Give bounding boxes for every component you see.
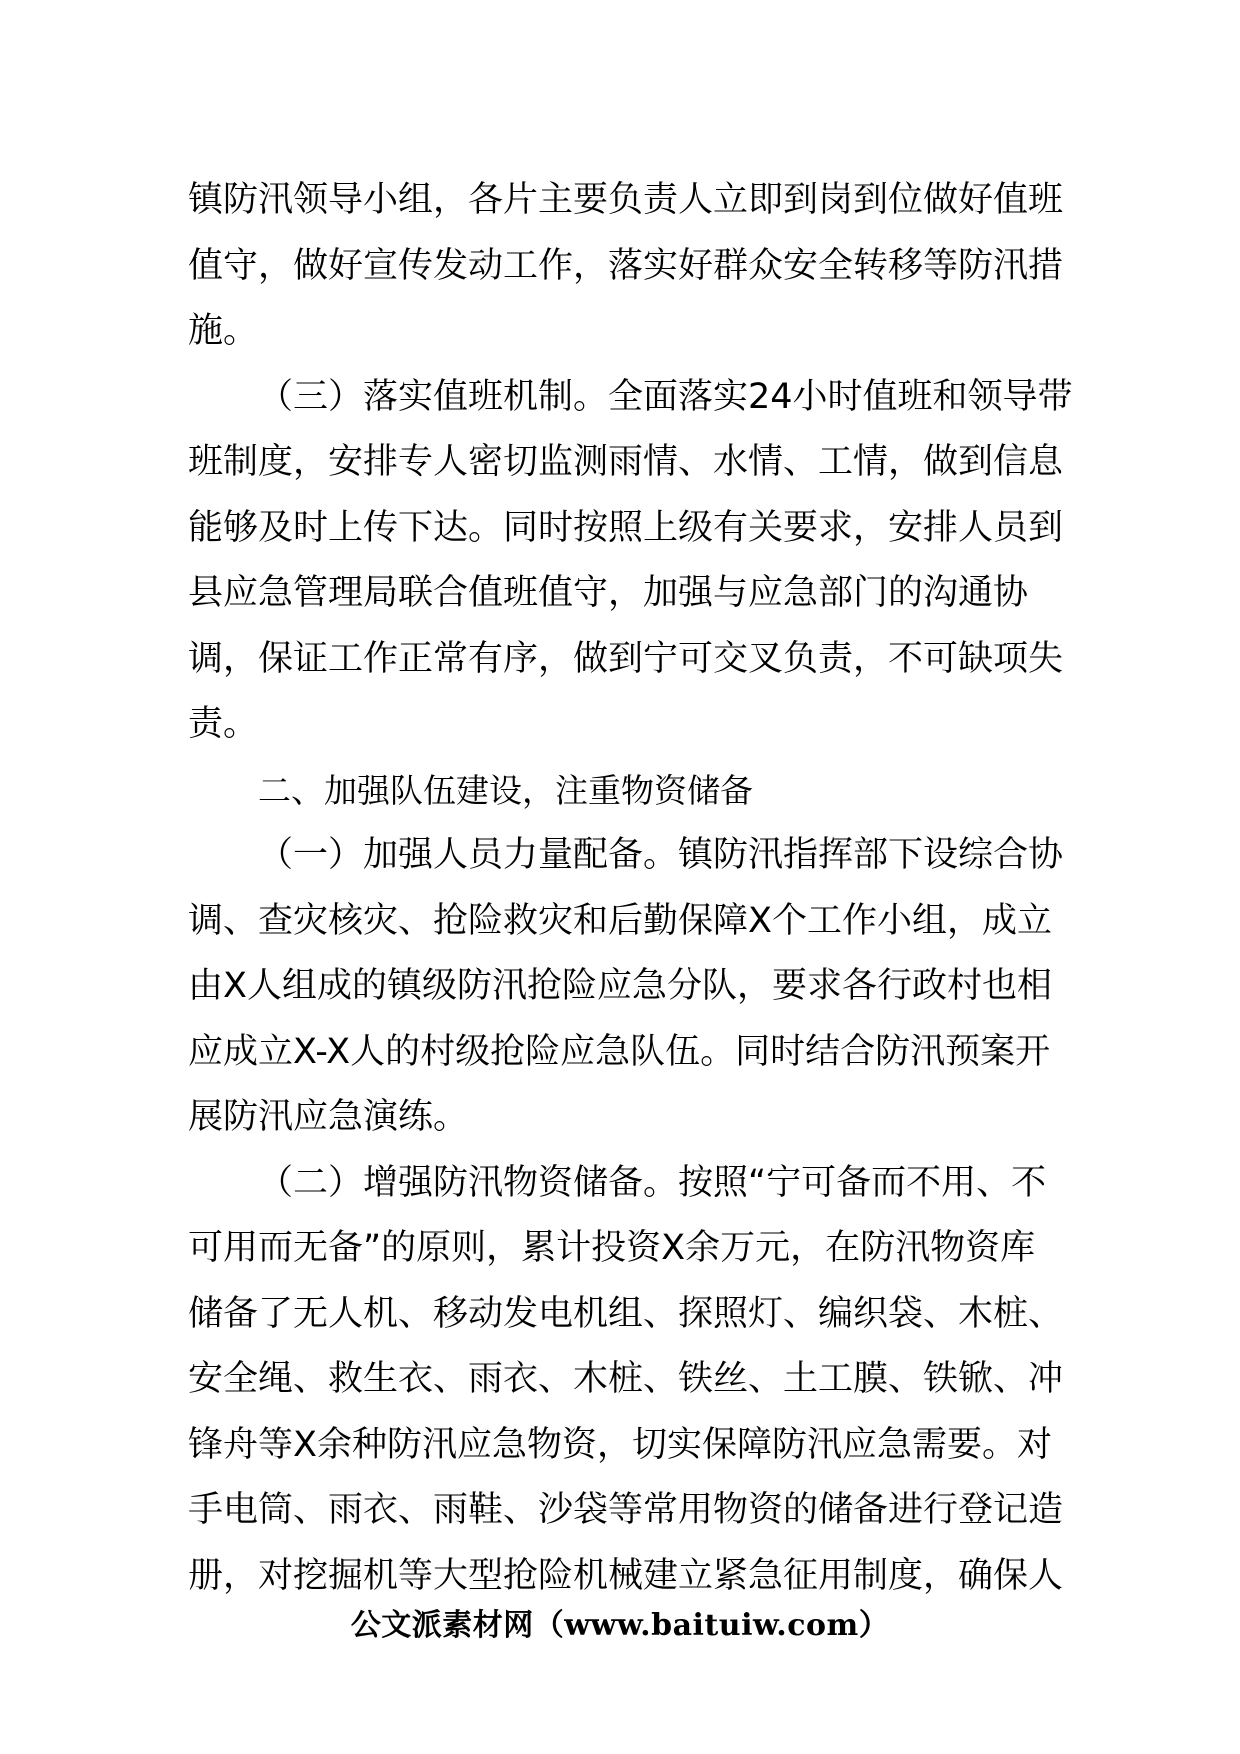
paragraph-line: 施。 bbox=[188, 311, 259, 351]
paragraph-line: 调，保证工作正常有序，做到宁可交叉负责，不可缺项失 bbox=[188, 638, 1064, 679]
footer-watermark: 公文派素材网（www.baituiw.com） bbox=[350, 1608, 890, 1643]
paragraph-line: 手电筒、雨衣、雨鞋、沙袋等常用物资的储备进行登记造 bbox=[188, 1490, 1064, 1530]
paragraph-line: 展防汛应急演练。 bbox=[188, 1097, 469, 1137]
paragraph-line: （二）增强防汛物资储备。按照“宁可备而不用、不 bbox=[258, 1162, 1047, 1203]
paragraph-line: （三）落实值班机制。全面落实24小时值班和领导带 bbox=[258, 376, 1073, 417]
paragraph-line: 安全绳、救生衣、雨衣、木桩、铁丝、土工膜、铁锨、冲 bbox=[188, 1359, 1064, 1399]
section-heading: 二、加强队伍建设，注重物资储备 bbox=[258, 770, 753, 810]
paragraph-line: 能够及时上传下达。同时按照上级有关要求，安排人员到 bbox=[188, 507, 1064, 548]
paragraph-line: 班制度，安排专人密切监测雨情、水情、工情，做到信息 bbox=[188, 442, 1064, 482]
paragraph-line: 可用而无备”的原则，累计投资X余万元，在防汛物资库 bbox=[188, 1228, 1036, 1268]
paragraph-line: 应成立X-X人的村级抢险应急队伍。同时结合防汛预案开 bbox=[188, 1031, 1051, 1072]
paragraph-line: 由X人组成的镇级防汛抢险应急分队，要求各行政村也相 bbox=[188, 966, 1052, 1006]
paragraph-line: 值守，做好宣传发动工作，落实好群众安全转移等防汛措 bbox=[188, 245, 1064, 286]
document-body bbox=[188, 168, 1073, 1609]
paragraph-line: 县应急管理局联合值班值守，加强与应急部门的沟通协 bbox=[188, 573, 1029, 613]
paragraph-line: 调、查灾核灾、抢险救灾和后勤保障X个工作小组，成立 bbox=[188, 900, 1052, 941]
paragraph-line: 册，对挖掘机等大型抢险机械建立紧急征用制度，确保人 bbox=[188, 1555, 1064, 1596]
paragraph-line: （一）加强人员力量配备。镇防汛指挥部下设综合协 bbox=[258, 835, 1064, 875]
paragraph-line: 锋舟等X余种防汛应急物资，切实保障防汛应急需要。对 bbox=[188, 1424, 1052, 1465]
paragraph-line: 储备了无人机、移动发电机组、探照灯、编织袋、木桩、 bbox=[188, 1293, 1064, 1334]
paragraph-line: 镇防汛领导小组，各片主要负责人立即到岗到位做好值班 bbox=[188, 180, 1064, 220]
paragraph-line: 责。 bbox=[188, 704, 259, 744]
